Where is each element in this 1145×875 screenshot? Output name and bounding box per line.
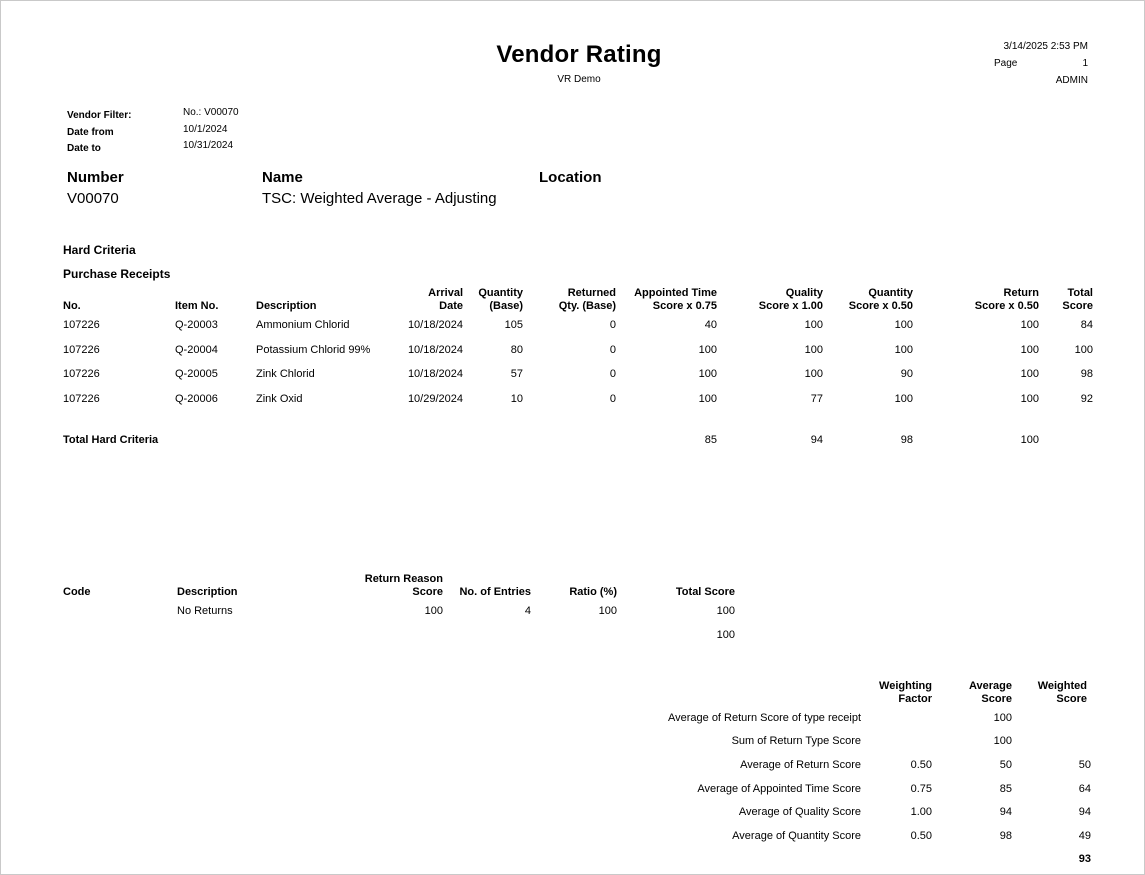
report-subtitle: VR Demo [557,74,601,85]
cell-returned-qty: 0 [609,343,616,356]
summary-average: 94 [999,806,1012,819]
summary-weighted [1012,706,1091,730]
cell-total-score: 84 [1080,319,1093,332]
cell-arrival-date: 10/18/2024 [407,368,463,381]
vendor-location-label: Location [539,169,602,186]
cell-item-no: Q-20005 [175,368,218,381]
cell-description: Potassium Chlorid 99% [256,343,371,356]
section-hard-criteria: Hard Criteria [63,243,136,257]
cell-appointed-time: 40 [704,319,717,332]
cell-quantity-score: 100 [894,392,913,405]
filter-label-vendor: Vendor Filter: [67,110,132,121]
cell-return-description: No Returns [177,605,233,617]
col-header-appointed-time: Appointed Time Score x 0.75 [634,287,717,312]
col-header-code: Code [63,586,91,598]
table-row [63,313,1093,338]
filter-label-date-to: Date to [67,143,101,154]
cell-total-score: 100 [1074,343,1093,356]
col-header-arrival-date: Arrival Date [428,287,463,312]
cell-appointed-time: 100 [698,392,717,405]
table-row [63,599,735,623]
table-row [641,848,1091,872]
table-row [63,362,1093,387]
cell-arrival-date: 10/29/2024 [407,392,463,405]
cell-item-no: Q-20003 [175,319,218,332]
cell-item-no: Q-20004 [175,343,218,356]
col-header-ratio: Ratio (%) [569,586,617,598]
receipts-header-row [63,286,1093,313]
summary-label: Average of Return Score of type receipt [667,711,861,724]
summary-label: Average of Appointed Time Score [697,782,861,795]
cell-no: 107226 [63,392,100,405]
summary-factor: 0.50 [910,829,932,842]
table-row [641,800,1091,824]
vendor-name: TSC: Weighted Average - Adjusting [262,190,497,207]
report-datetime: 3/14/2025 2:53 PM [1003,41,1088,52]
cell-quantity-score: 100 [894,319,913,332]
section-purchase-receipts: Purchase Receipts [63,267,171,281]
table-row [641,753,1091,777]
col-header-returned-qty: Returned Qty. (Base) [558,287,616,312]
col-header-no-of-entries: No. of Entries [459,586,531,598]
summary-weighted: 94 [1078,806,1091,819]
cell-description: Zink Oxid [256,392,303,405]
cell-description: Zink Chlorid [256,368,315,381]
summary-factor [861,706,932,730]
cell-return-score: 100 [1020,343,1039,356]
summary-weighted: 49 [1078,829,1091,842]
cell-quantity-score: 100 [894,343,913,356]
summary-weighted: 50 [1078,758,1091,771]
cell-quantity: 57 [510,368,523,381]
cell-return-total-score: 100 [716,605,735,617]
cell-quantity-score: 90 [900,368,913,381]
summary-average: 100 [993,711,1012,724]
cell-returned-qty: 0 [609,319,616,332]
cell-total-score: 92 [1080,392,1093,405]
page-label: Page [994,58,1018,69]
col-header-return-description: Description [177,586,238,598]
cell-appointed-time: 100 [698,368,717,381]
total-appointed-time: 85 [704,434,717,446]
summary-factor [861,730,932,754]
col-header-item-no: Item No. [175,300,219,312]
cell-returned-qty: 0 [609,368,616,381]
col-header-return-total-score: Total Score [675,586,735,598]
table-row [641,777,1091,801]
cell-return-reason-score: 100 [424,605,443,617]
cell-description: Ammonium Chlorid [256,319,350,332]
cell-appointed-time: 100 [698,343,717,356]
cell-quality: 100 [804,343,823,356]
summary-label: Sum of Return Type Score [731,735,861,748]
summary-label: Average of Quality Score [738,806,861,819]
col-header-return-reason-score: Return Reason Score [364,573,443,598]
cell-no-of-entries: 4 [524,605,531,617]
summary-weighted [1012,730,1091,754]
report-title: Vendor Rating [496,41,662,68]
summary-label: Average of Quantity Score [732,829,861,842]
col-header-no: No. [63,300,81,312]
summary-factor: 1.00 [910,806,932,819]
cell-quality: 100 [804,319,823,332]
cell-returned-qty: 0 [609,392,616,405]
vendor-number: V00070 [67,190,119,207]
returns-grand-total: 100 [716,629,735,641]
col-header-quantity-score: Quantity Score x 0.50 [848,287,913,312]
cell-no: 107226 [63,368,100,381]
final-score: 93 [1078,853,1091,866]
cell-item-no: Q-20006 [175,392,218,405]
table-row [641,706,1091,730]
cell-return-score: 100 [1020,319,1039,332]
col-header-weighting-factor: Weighting Factor [879,680,932,705]
summary-average: 85 [999,782,1012,795]
total-quantity: 98 [900,434,913,446]
cell-arrival-date: 10/18/2024 [407,319,463,332]
cell-quantity: 80 [510,343,523,356]
col-header-quality: Quality Score x 1.00 [758,287,823,312]
vendor-name-label: Name [262,169,303,186]
summary-label: Average of Return Score [740,758,861,771]
vendor-number-label: Number [67,169,124,186]
total-return: 100 [1020,434,1039,446]
summary-weighted: 64 [1078,782,1091,795]
col-header-weighted-score: Weighted Score [1037,680,1087,705]
summary-average: 50 [999,758,1012,771]
summary-factor: 0.50 [910,758,932,771]
returns-header-row [63,572,735,599]
filter-value-date-from: 10/1/2024 [183,124,228,135]
total-hard-criteria-label: Total Hard Criteria [63,434,159,446]
cell-quality: 100 [804,368,823,381]
table-row [641,730,1091,754]
cell-quantity: 10 [510,392,523,405]
summary-table [641,678,1091,871]
returns-table [63,572,735,647]
cell-total-score: 98 [1080,368,1093,381]
cell-arrival-date: 10/18/2024 [407,343,463,356]
filter-label-date-from: Date from [67,127,114,138]
page-number: 1 [1082,58,1088,69]
total-quality: 94 [810,434,823,446]
col-header-average-score: Average Score [968,680,1012,705]
filter-value-date-to: 10/31/2024 [183,140,234,151]
cell-code [63,599,177,623]
table-row [63,623,735,647]
cell-return-score: 100 [1020,392,1039,405]
cell-ratio: 100 [598,605,617,617]
purchase-receipts-table [63,286,1093,411]
cell-quantity: 105 [504,319,523,332]
col-header-return-score: Return Score x 0.50 [974,287,1039,312]
cell-no: 107226 [63,343,100,356]
col-header-quantity-base: Quantity (Base) [478,287,523,312]
report-user: ADMIN [1055,75,1088,86]
col-header-description: Description [256,300,317,312]
table-row [63,338,1093,363]
cell-return-score: 100 [1020,368,1039,381]
summary-average: 100 [993,735,1012,748]
table-row [641,824,1091,848]
table-row [63,387,1093,412]
cell-quality: 77 [810,392,823,405]
cell-no: 107226 [63,319,100,332]
summary-header-row [641,678,1091,706]
summary-average: 98 [999,829,1012,842]
summary-factor: 0.75 [910,782,932,795]
filter-value-vendor: No.: V00070 [183,107,239,118]
col-header-total-score: Total Score [1062,287,1093,312]
